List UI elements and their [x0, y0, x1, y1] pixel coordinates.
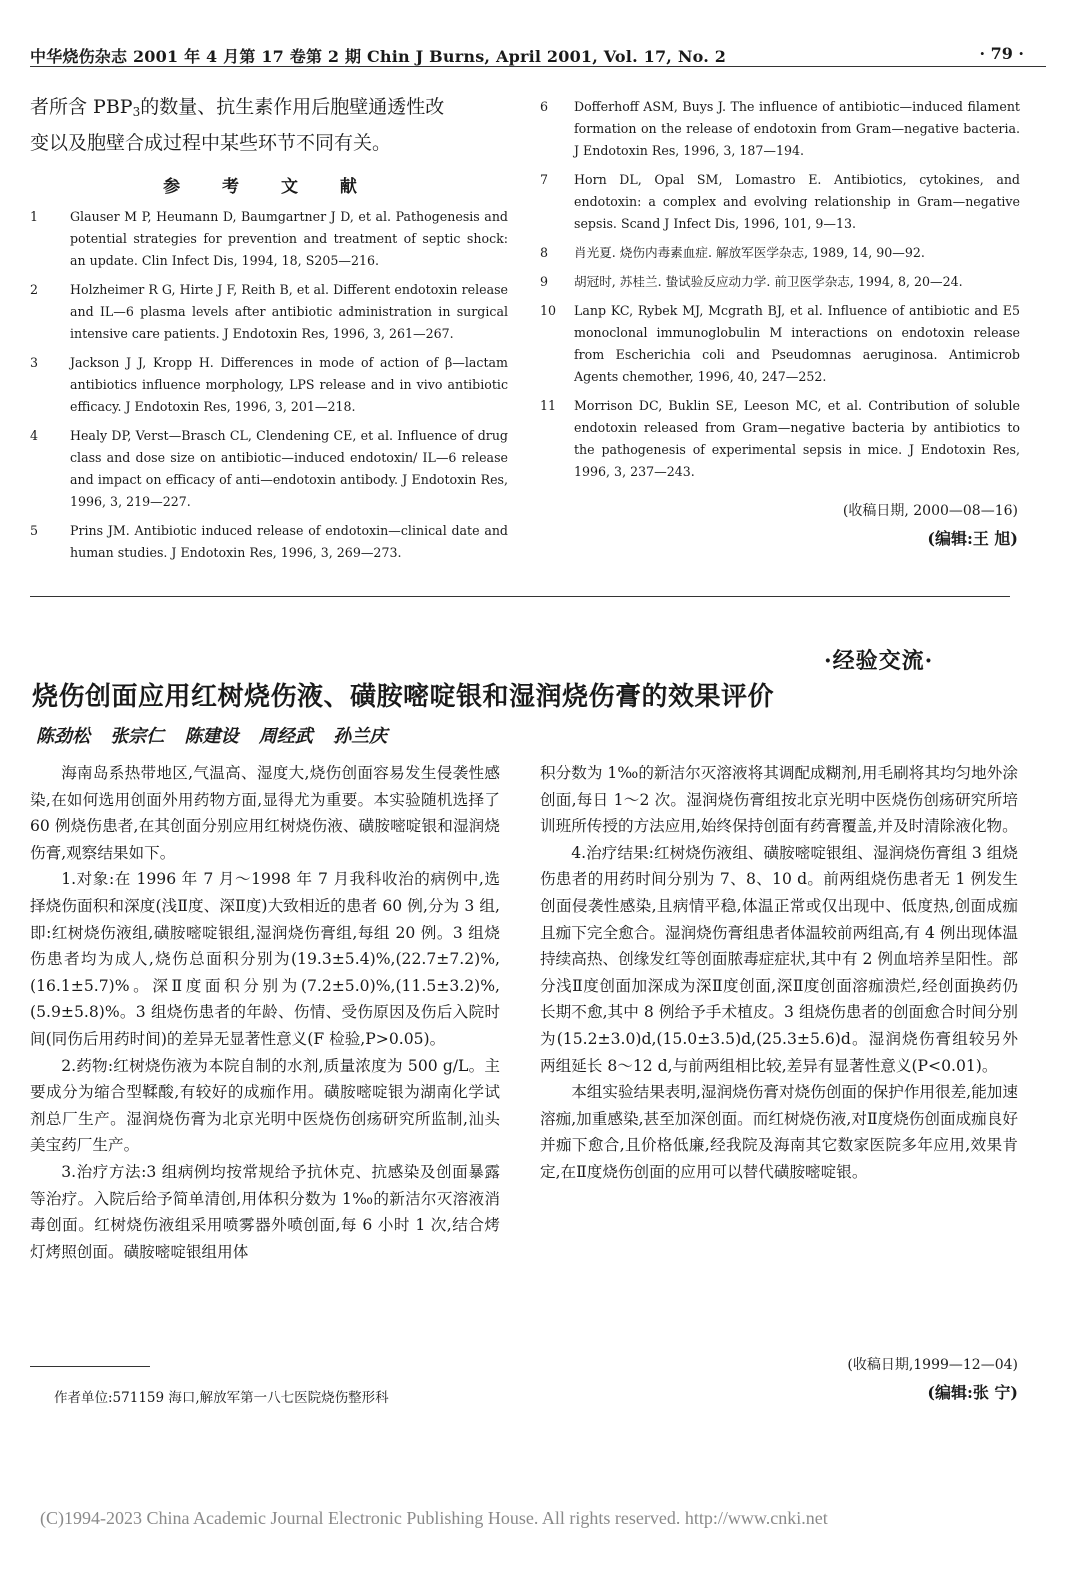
body-paragraph: 2.药物:红树烧伤液为本院自制的水剂,质量浓度为 500 g/L。主要成分为缩合型鞣酸,有较好的成痂作用。磺胺嘧啶银为湖南化学试剂总厂生产。湿润烧伤膏为北京光明中医烧伤创疡研究所监制,汕头美宝药厂生产。: [30, 1056, 500, 1155]
page-number: · 79 ·: [979, 44, 1024, 63]
body-left-column: [30, 760, 500, 1265]
footnote-rule: [30, 1366, 150, 1367]
running-header: [30, 40, 1046, 67]
reference-item: 1 Glauser M P, Heumann D, Baumgartner J D, et al. Pathogenesis and potential strategies for prevention and treatment of septic shock: an update. Clin Infect Dis, 1994, 18, S205—216.: [30, 209, 508, 268]
references-heading: 参 考 文 献: [163, 177, 375, 197]
body-paragraph: 海南岛系热带地区,气温高、湿度大,烧伤创面容易发生侵袭性感染,在如何选用创面外用药物方面,显得尤为重要。本实验随机选择了 60 例烧伤患者,在其创面分别应用红树烧伤液、磺胺嘧啶银和湿润烧伤膏,观察结果如下。: [30, 764, 500, 862]
article-authors: 陈劲松 张宗仁 陈建设 周经武 孙兰庆: [36, 726, 388, 747]
article-divider: [30, 596, 1010, 597]
journal-citation: 中华烧伤杂志 2001 年 4 月第 17 卷第 2 期 Chin J Burns, April 2001, Vol. 17, No. 2: [30, 47, 727, 66]
references-right: [540, 96, 1020, 490]
reference-item: 3 Jackson J J, Kropp H. Differences in mode of action of β—lactam antibiotics influence morphology, LPS release and in vivo antibiotic efficacy. J Endotoxin Res, 1996, 3, 201—218.: [30, 355, 508, 414]
reference-item: 5 Prins JM. Antibiotic induced release of endotoxin—clinical date and human studies. J Endotoxin Res, 1996, 3, 269—273.: [30, 523, 508, 560]
article-title: 烧伤创面应用红树烧伤液、磺胺嘧啶银和湿润烧伤膏的效果评价: [32, 682, 775, 712]
copyright-watermark: (C)1994-2023 China Academic Journal Electronic Publishing House. All rights reserved. http://www.cnki.net: [40, 1508, 828, 1528]
author-affiliation: 作者单位:571159 海口,解放军第一八七医院烧伤整形科: [54, 1390, 389, 1406]
prev-editor: (编辑:王 旭): [927, 529, 1018, 548]
body-paragraph: 4.治疗结果:红树烧伤液组、磺胺嘧啶银组、湿润烧伤膏组 3 组烧伤患者的用药时间分别为 7、8、10 d。前两组烧伤患者无 1 例发生创面侵袭性感染,且病情平稳,体温正常或仅出现中、低度热,创面成痂且痂下完全愈合。湿润烧伤膏组患者体温较前两组高,有 4 例出现体温持续高热、创缘发红等创面脓毒症症状,其中有 2 例血培养呈阳性。部分浅Ⅱ度创面加深成为深Ⅱ度创面,深Ⅱ度创面溶痂溃烂,经创面换药仍长期不愈,其中 8 例给予手术植皮。3 组烧伤患者的创面愈合时间分别为(15.2±3.0)d,(15.0±3.5)d,(25.3±5.6)d。湿润烧伤膏组较另外两组延长 8～12 d,与前两组相比较,差异有显著性意义(P<0.01)。: [540, 843, 1018, 1075]
reference-item: 8 肖光夏. 烧伤内毒素血症. 解放军医学杂志, 1989, 14, 90—92.: [540, 245, 925, 260]
body-paragraph: 1.对象:在 1996 年 7 月～1998 年 7 月我科收治的病例中,选择烧伤面积和深度(浅Ⅱ度、深Ⅱ度)大致相近的患者 60 例,分为 3 组,即:红树烧伤液组,磺胺嘧啶银组,湿润烧伤膏组,每组 20 例。3 组烧伤患者均为成人,烧伤总面积分别为(19.3±5.4)%,(22.7±7.2)%,(16.1±5.7)%。深Ⅱ度面积分别为(7.2±5.0)%,(11.5±3.2)%,(5.9±5.8)%。3 组烧伤患者的年龄、伤情、受伤原因及伤后入院时间(同伤后用药时间)的差异无显著性意义(F 检验,P>0.05)。: [30, 870, 500, 1048]
references-left: [30, 206, 508, 571]
reference-item: 4 Healy DP, Verst—Brasch CL, Clendening CE, et al. Influence of drug class and dose size on antibiotic—induced endotoxin/ IL—6 release and impact on efficacy of anti—endotoxin antibody. J Endotoxin Res, 1996, 3, 219—227.: [30, 428, 508, 509]
prev-article-text: [30, 92, 508, 159]
reference-item: 10 Lanp KC, Rybek MJ, Mcgrath BJ, et al. Influence of antibiotic and E5 monoclonal immunoglobulin M interactions on endotoxin release from Escherichia coli and Pseudomnas aeruginosa. Antimicrob Agents chemother, 1996, 40, 247—252.: [540, 303, 1020, 384]
prev-text-line-1: 者所含 $PBP_3$的数量、抗生素作用后胞壁通透性改: [30, 96, 445, 119]
body-paragraph: 积分数为 1‰的新洁尔灭溶液将其调配成糊剂,用毛刷将其均匀地外涂创面,每日 1～2 次。湿润烧伤膏组按北京光明中医烧伤创疡研究所培训班所传授的方法应用,始终保持创面有药膏覆盖,并及时清除液化物。: [540, 764, 1018, 836]
body-paragraph: 3.治疗方法:3 组病例均按常规给予抗休克、抗感染及创面暴露等治疗。入院后给予简单清创,用体积分数为 1‰的新洁尔灭溶液消毒创面。红树烧伤液组采用喷雾器外喷创面,每 6 小时 1 次,结合烤灯烤照创面。磺胺嘧啶银组用体: [30, 1162, 500, 1261]
editor: (编辑:张 宁): [927, 1383, 1018, 1402]
reference-item: 2 Holzheimer R G, Hirte J F, Reith B, et al. Different endotoxin release and IL—6 plasma levels after antibiotic administration in surgical intensive care patients. J Endotoxin Res, 1996, 3, 261—267.: [30, 282, 508, 341]
prev-received-date: (收稿日期, 2000—08—16): [842, 503, 1018, 519]
reference-item: 11 Morrison DC, Buklin SE, Leeson MC, et al. Contribution of soluble endotoxin released from Gram—negative bacteria by antibiotics to the pathogenesis of experimental sepsis in mice. J Endotoxin Res, 1996, 3, 237—243.: [540, 398, 1020, 479]
reference-item: 9 胡冠时, 苏桂兰. 蛰试验反应动力学. 前卫医学杂志, 1994, 8, 20—24.: [540, 274, 963, 289]
received-date: (收稿日期,1999—12—04): [847, 1357, 1018, 1373]
reference-item: 7 Horn DL, Opal SM, Lomastro E. Antibiotics, cytokines, and endotoxin: a complex and evolving relationship in Gram—negative sepsis. Scand J Infect Dis, 1996, 101, 9—13.: [540, 172, 1020, 231]
section-label: ·经验交流·: [824, 648, 934, 674]
reference-item: 6 Dofferhoff ASM, Buys J. The influence of antibiotic—induced filament formation on the release of endotoxin from Gram—negative bacteria. J Endotoxin Res, 1996, 3, 187—194.: [540, 99, 1020, 158]
body-paragraph: 本组实验结果表明,湿润烧伤膏对烧伤创面的保护作用很差,能加速溶痂,加重感染,甚至加深创面。而红树烧伤液,对Ⅱ度烧伤创面成痂良好并痂下愈合,且价格低廉,经我院及海南其它数家医院多年应用,效果肯定,在Ⅱ度烧伤创面的应用可以替代磺胺嘧啶银。: [540, 1083, 1018, 1181]
prev-text-line-2: 变以及胞壁合成过程中某些环节不同有关。: [30, 132, 392, 154]
body-right-column: [540, 760, 1018, 1186]
